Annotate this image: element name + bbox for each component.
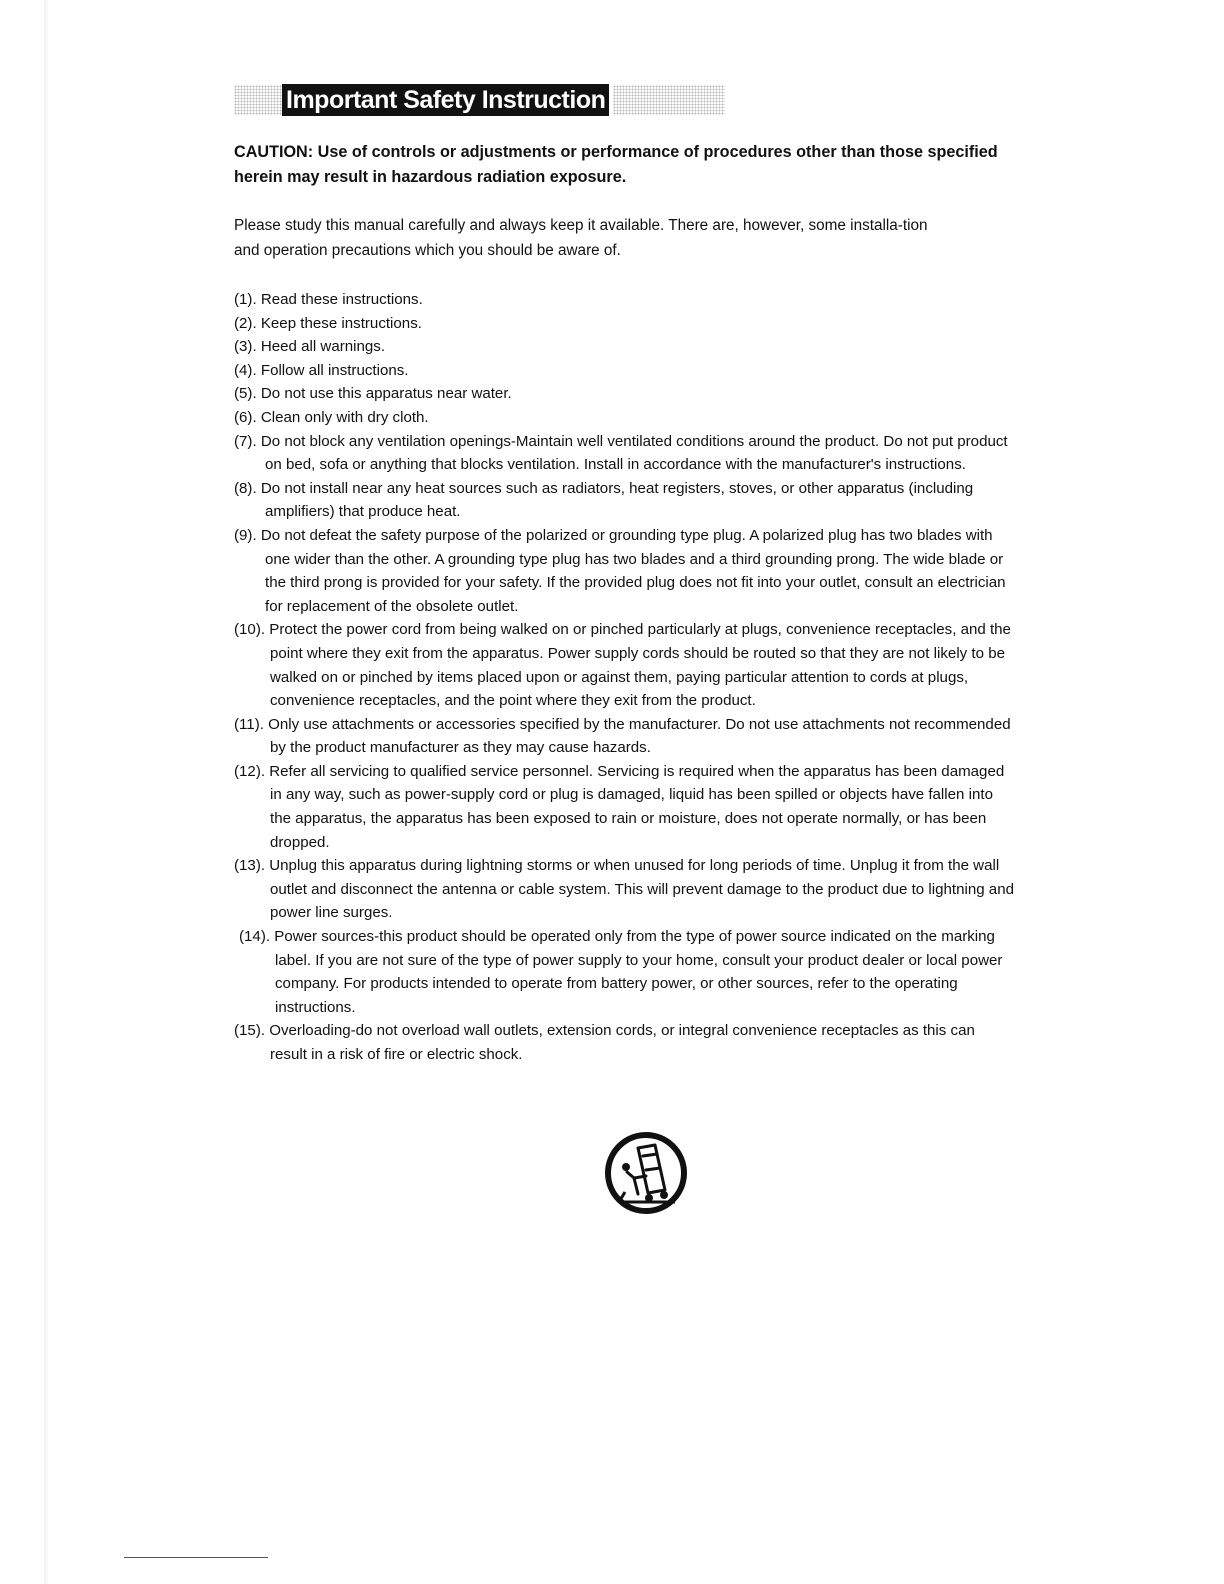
page-edge-shadow bbox=[44, 0, 50, 1584]
list-item: (3). Heed all warnings. bbox=[234, 338, 386, 356]
list-item: (13). Unplug this apparatus during lightning storms or when unused for long periods of time. Unplug it from the wall outlet and disconnect the antenna or cable system. This will prevent damage to the product due to lightning and power line surges. bbox=[234, 857, 1014, 922]
header-dot-pattern-right bbox=[613, 85, 725, 115]
header-dot-pattern-left bbox=[234, 85, 282, 115]
list-item: (7). Do not block any ventilation openings-Maintain well ventilated conditions around the product. Do not put product on bed, sofa or anything that blocks ventilation. Install in accordance with the manufacturer's instructions. bbox=[234, 432, 1008, 474]
list-item: (4). Follow all instructions. bbox=[234, 361, 409, 379]
caution-statement: CAUTION: Use of controls or adjustments or performance of procedures other than those specified herein may result in hazardous radiation exposure. bbox=[234, 143, 998, 186]
footnote-rule bbox=[124, 1557, 268, 1558]
list-item: (15). Overloading-do not overload wall outlets, extension cords, or integral convenience receptacles as this can result in a risk of fire or electric shock. bbox=[234, 1022, 975, 1063]
intro-paragraph: Please study this manual carefully and always keep it available. There are, however, some installa-tion and operation precautions which you should be aware of. bbox=[234, 217, 928, 259]
list-item: (11). Only use attachments or accessories specified by the manufacturer. Do not use attachments not recommended by the product manufacturer as they may cause hazards. bbox=[234, 715, 1011, 757]
list-item: (9). Do not defeat the safety purpose of the polarized or grounding type plug. A polarized plug has two blades with one wider than the other. A grounding type plug has two blades and a third grounding prong. The wide blade or the third prong is provided for your safety. If the provided plug does not fit into your outlet, consult an electrician for replacement of the obsolete outlet. bbox=[234, 526, 1006, 615]
list-item: (2). Keep these instructions. bbox=[234, 314, 422, 332]
list-item: (12). Refer all servicing to qualified service personnel. Servicing is required when the apparatus has been damaged in any way, such as power-supply cord or plug is damaged, liquid has been spilled or objects have fallen into the apparatus, the apparatus has been exposed to rain or moisture, does not operate normally, or has been dropped. bbox=[234, 762, 1005, 851]
list-item: (1). Read these instructions. bbox=[234, 291, 423, 308]
page-title: Important Safety Instruction bbox=[282, 84, 609, 116]
cart-tip-over-warning-icon bbox=[605, 1132, 687, 1214]
safety-instruction-list bbox=[234, 288, 1014, 1067]
list-item: (5). Do not use this apparatus near water. bbox=[234, 385, 512, 403]
list-item: (6). Clean only with dry cloth. bbox=[234, 408, 429, 426]
list-item: (8). Do not install near any heat sources such as radiators, heat registers, stoves, or other apparatus (including amplifiers) that produce heat. bbox=[234, 479, 974, 521]
section-header bbox=[234, 84, 725, 116]
list-item: (10). Protect the power cord from being walked on or pinched particularly at plugs, convenience receptacles, and the point where they exit from the apparatus. Power supply cords should be routed so that they are not likely to be walked on or pinched by items placed upon or against them, paying particular attention to cords at plugs, convenience receptacles, and the point where they exit from the product. bbox=[234, 621, 1011, 710]
list-item: (14). Power sources-this product should be operated only from the type of power source indicated on the marking label. If you are not sure of the type of power supply to your home, consult your product dealer or local power company. For products intended to operate from battery power, or other sources, refer to the operating instructions. bbox=[239, 928, 1003, 1016]
